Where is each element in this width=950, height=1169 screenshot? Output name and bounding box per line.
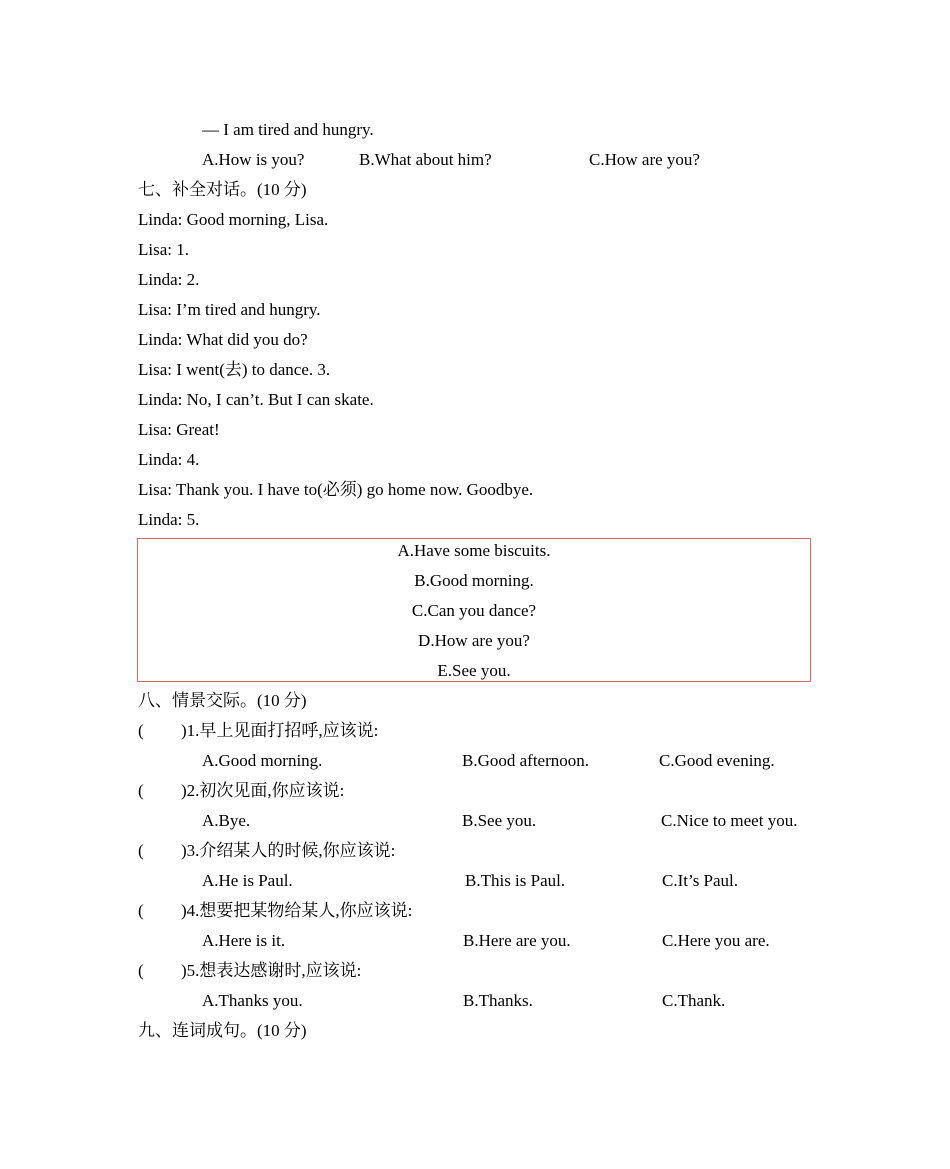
dialogue-line: Linda: 4. [138,450,200,469]
option-c: C.How are you? [589,150,700,169]
dialogue-line: Lisa: Thank you. I have to(必须) go home now. Goodbye. [138,480,534,499]
dialogue-line: Lisa: I’m tired and hungry. [138,300,321,319]
option-b: B.Thanks. [463,991,533,1010]
option-a: A.He is Paul. [202,871,293,890]
answer-paren: ( [138,721,144,740]
section-heading: 九、连词成句。(10 分) [138,1021,307,1040]
dialogue-line: Linda: 5. [138,510,200,529]
choices-box [137,538,811,682]
answer-line: — I am tired and hungry. [202,120,374,139]
option-a: A.Good morning. [202,751,323,770]
option-c: C.Good evening. [659,751,775,770]
option-b: B.See you. [462,811,537,830]
answer-paren: ( [138,961,144,980]
question-stem: )2.初次见面,你应该说: [181,781,345,800]
choice-item: A.Have some biscuits. [397,541,551,560]
question-stem: )5.想表达感谢时,应该说: [181,961,362,980]
option-a: A.How is you? [202,150,305,169]
option-b: B.Good afternoon. [462,751,590,770]
choice-item: B.Good morning. [414,571,534,590]
answer-paren: ( [138,841,144,860]
choice-item: E.See you. [437,661,511,680]
option-b: B.What about him? [359,150,492,169]
question-stem: )3.介绍某人的时候,你应该说: [181,841,396,860]
question-stem: )4.想要把某物给某人,你应该说: [181,901,413,920]
dialogue-line: Linda: What did you do? [138,330,308,349]
section-heading: 八、情景交际。(10 分) [138,691,307,710]
answer-paren: ( [138,901,144,920]
option-a: A.Bye. [202,811,251,830]
option-a: A.Thanks you. [202,991,303,1010]
option-b: B.Here are you. [463,931,571,950]
dialogue-line: Linda: 2. [138,270,200,289]
option-c: C.Nice to meet you. [661,811,798,830]
option-c: C.It’s Paul. [662,871,739,890]
dialogue-line: Lisa: Great! [138,420,220,439]
option-c: C.Thank. [662,991,726,1010]
choice-item: C.Can you dance? [411,601,537,620]
dialogue-line: Linda: Good morning, Lisa. [138,210,329,229]
section-heading: 七、补全对话。(10 分) [138,180,307,199]
dialogue-line: Linda: No, I can’t. But I can skate. [138,390,374,409]
answer-paren: ( [138,781,144,800]
question-stem: )1.早上见面打招呼,应该说: [181,721,379,740]
choice-item: D.How are you? [418,631,530,650]
option-b: B.This is Paul. [465,871,566,890]
option-c: C.Here you are. [662,931,770,950]
option-a: A.Here is it. [202,931,286,950]
dialogue-line: Lisa: I went(去) to dance. 3. [138,360,331,379]
dialogue-line: Lisa: 1. [138,240,189,259]
